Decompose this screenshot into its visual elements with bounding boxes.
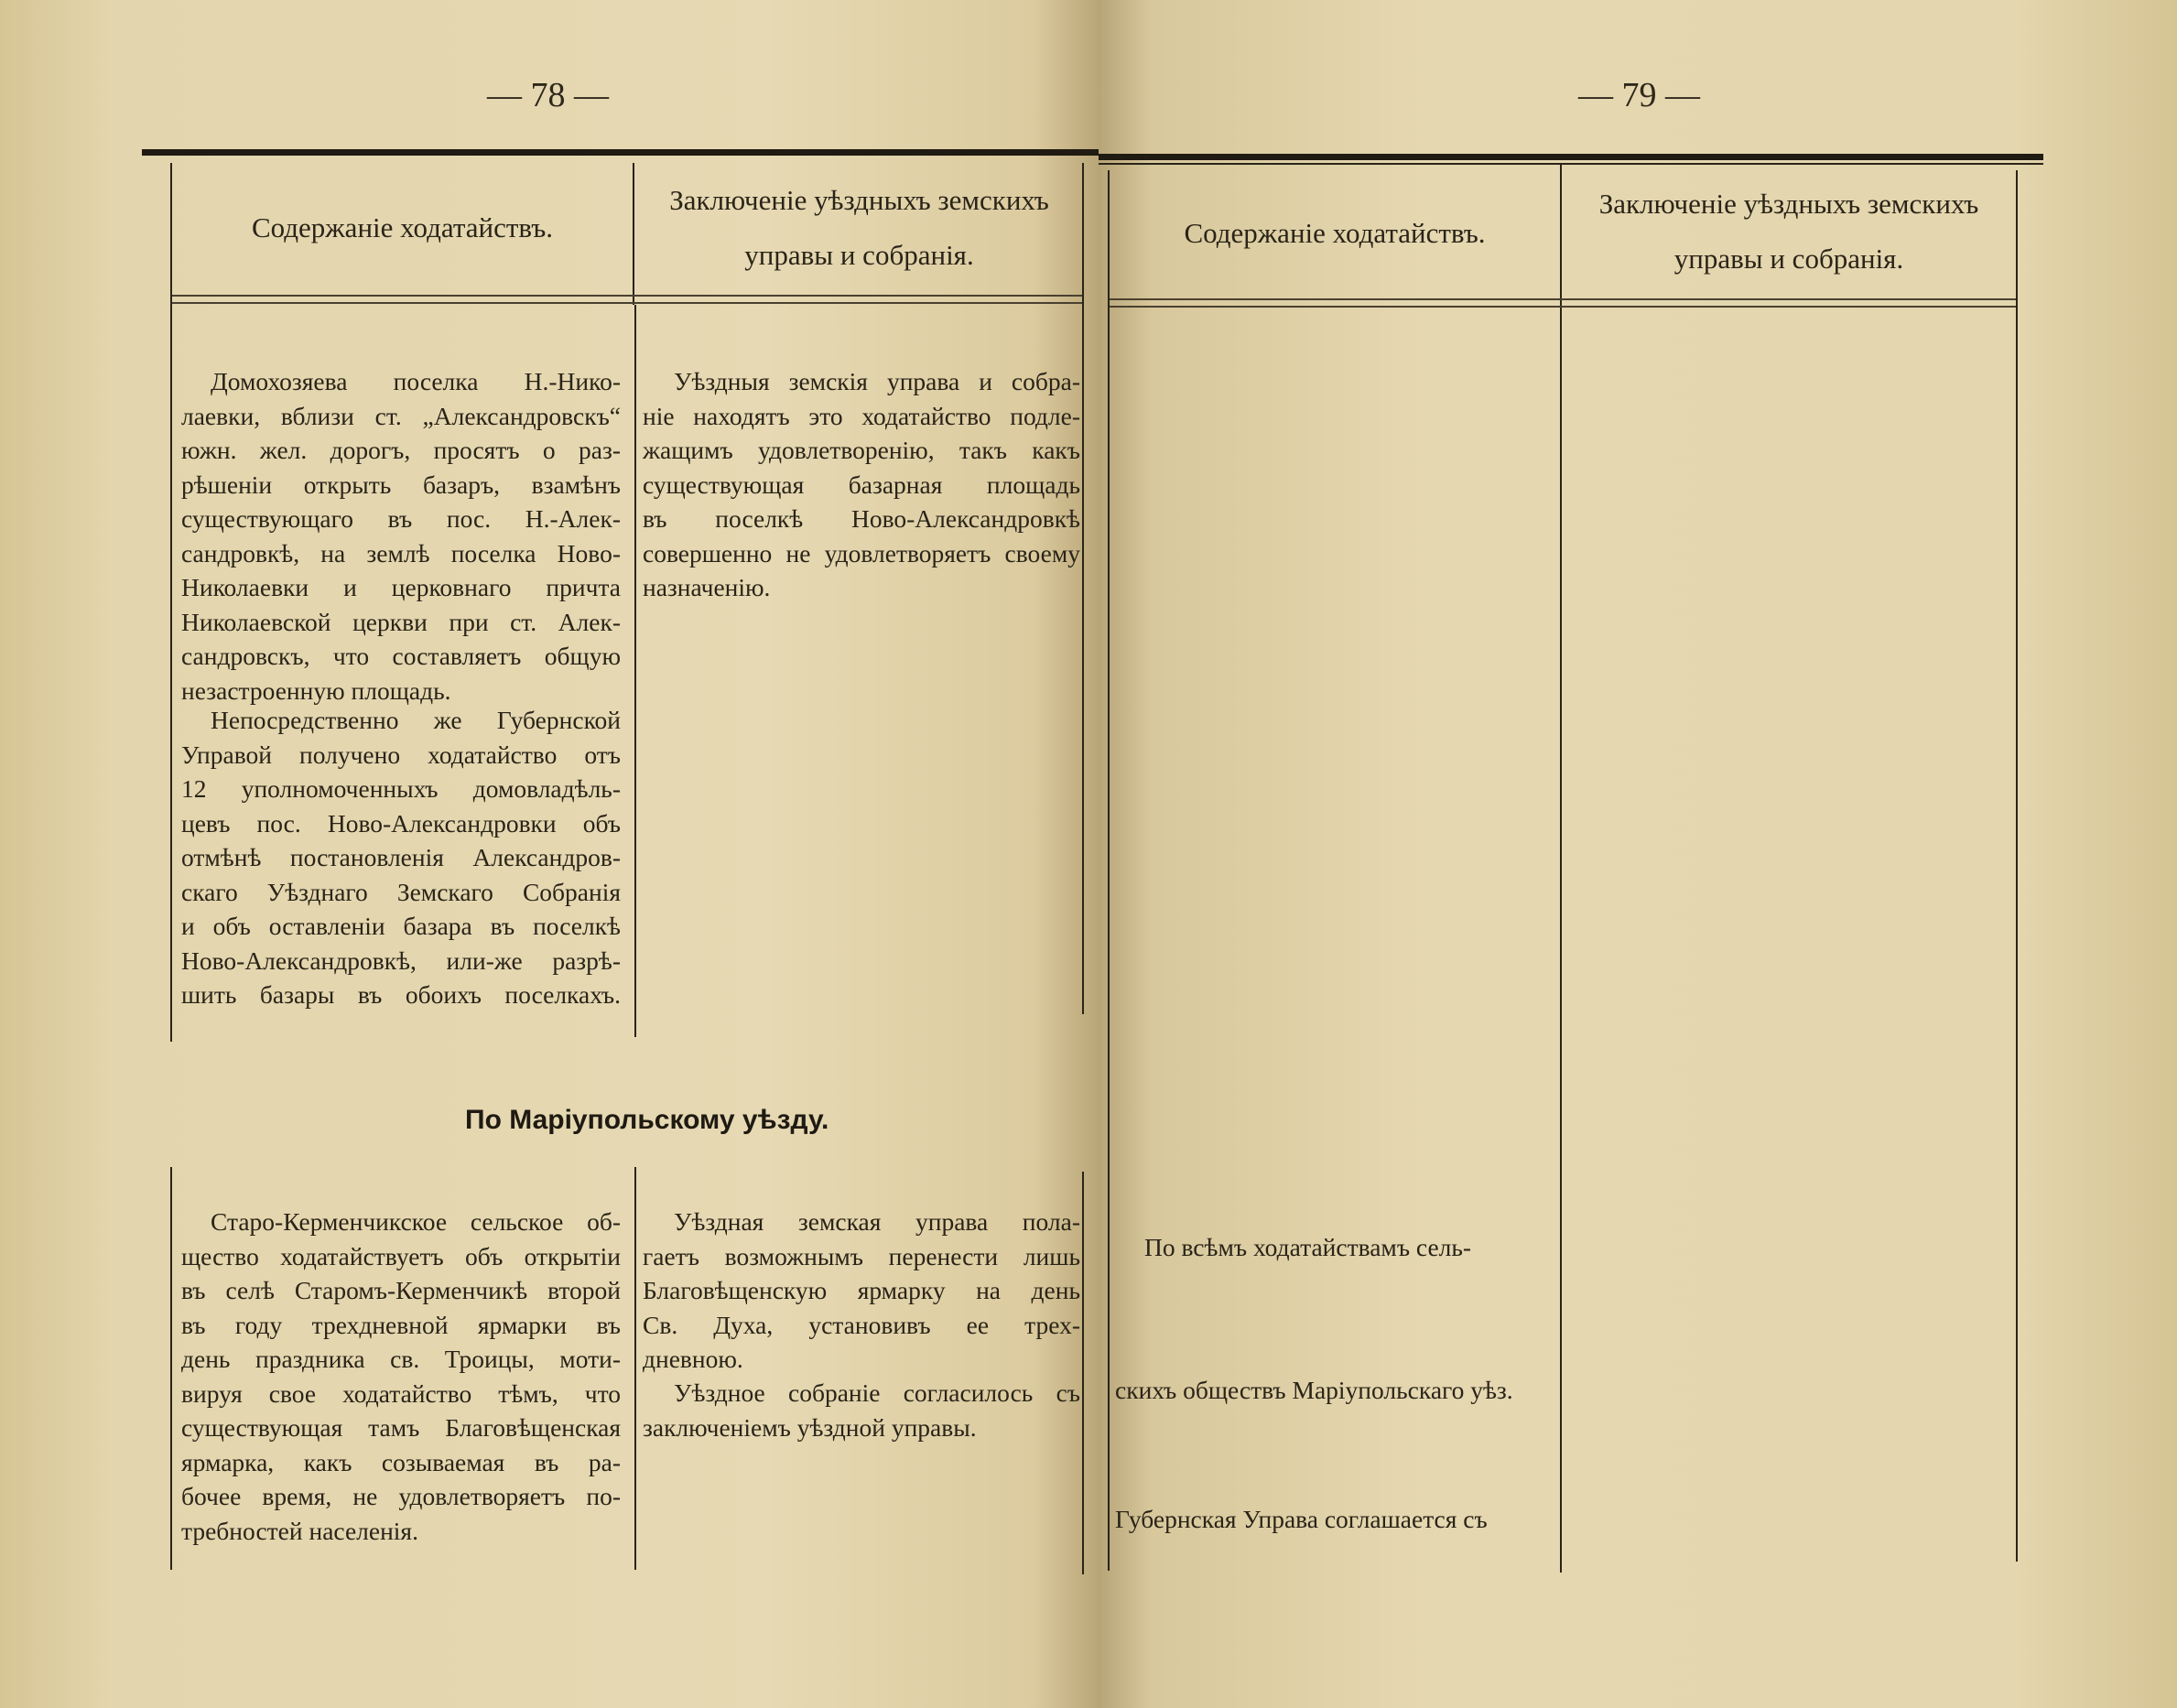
- column-divider-header: [633, 163, 634, 305]
- text-line: совершенно не удовлетворяетъ своему: [643, 538, 1080, 568]
- top-rule-right-thin: [1099, 163, 2043, 165]
- text-line: и объ оставленiи базара въ поселкѣ: [181, 912, 621, 940]
- header-rule-right-2: [1110, 306, 2016, 308]
- text-line: Уѣздное собранiе согласилось съ: [674, 1378, 1080, 1407]
- text-line: въ селѣ Старомъ-Керменчикѣ второй: [181, 1276, 621, 1304]
- table-border-left-2: [170, 1167, 172, 1570]
- top-rule-left: [142, 149, 1099, 156]
- column-divider-entry1: [634, 305, 636, 1037]
- text-line: 12 уполномоченныхъ домовладѣль-: [181, 774, 621, 803]
- text-line: Непосредственно же Губернской: [211, 706, 621, 734]
- text-line: сандровкѣ, на землѣ поселка Ново-: [181, 538, 621, 568]
- text-line: скаго Уѣзднаго Земскаго Собранiя: [181, 877, 621, 906]
- page-number-left: — 78 —: [487, 76, 609, 114]
- text-line: южн. жел. дорогъ, просятъ о раз-: [181, 436, 621, 464]
- text-line: назначенiю.: [643, 573, 771, 601]
- header-rule-1: [172, 295, 1082, 297]
- text-line: нiе находятъ это ходатайство подле-: [643, 401, 1080, 430]
- text-line: Уѣздныя земскiя управа и собра-: [674, 367, 1080, 395]
- text-line: требностей населенiя.: [181, 1516, 418, 1545]
- entry2-conclusion: [643, 1205, 1080, 1377]
- text-line: Николаевской церкви при ст. Алек-: [181, 607, 621, 636]
- text-line: дневною.: [643, 1345, 743, 1373]
- text-line: день праздника св. Троицы, моти-: [181, 1345, 621, 1373]
- column-header-petitions: Содержанiе ходатайствъ.: [251, 211, 554, 243]
- entry1-petition-continued: [181, 703, 621, 1012]
- text-line: По всѣмъ ходатайствамъ сель-: [1144, 1233, 1472, 1261]
- text-line: Св. Духа, установивъ ее трех-: [643, 1310, 1080, 1339]
- column-header-conclusion-right-line1: Заключенiе уѣздныхъ земскихъ: [1598, 188, 1979, 220]
- table-border-right-2: [1082, 1172, 1084, 1574]
- text-line: жащимъ удовлетворенiю, такъ какъ: [643, 436, 1080, 464]
- text-line: Ново-Александровкѣ, или-же разрѣ-: [181, 946, 621, 975]
- text-line: вируя свое ходатайство тѣмъ, что: [181, 1378, 621, 1408]
- text-line: въ поселкѣ Ново-Александровкѣ: [643, 504, 1080, 533]
- right-page: [1099, 0, 2177, 1708]
- text-line: Губернская Управа соглашается съ: [1115, 1505, 1488, 1533]
- table-border-right-right-page: [2016, 170, 2018, 1562]
- text-line: Старо-Керменчикское сельское об-: [211, 1207, 621, 1236]
- page-number-right: — 79 —: [1578, 76, 1700, 114]
- text-line: скихъ обществъ Марiупольскаго уѣз.: [1115, 1376, 1513, 1404]
- column-header-conclusion-right-line2: управы и собранiя.: [1673, 243, 1904, 275]
- column-header-petitions-right: Содержанiе ходатайствъ.: [1184, 217, 1486, 249]
- text-line: заключенiемъ уѣздной управы.: [643, 1412, 977, 1442]
- text-line: щество ходатайствуетъ объ открытiи: [181, 1241, 621, 1270]
- header-rule-right-1: [1110, 298, 2016, 300]
- text-line: бочее время, не удовлетворяетъ по-: [181, 1482, 621, 1510]
- entry1-petition: [181, 364, 621, 708]
- text-line: отмѣнѣ постановленiя Александров-: [181, 843, 621, 871]
- text-line: Николаевки и церковнаго причта: [181, 573, 621, 601]
- column-divider-entry2: [634, 1167, 636, 1570]
- text-line: цевъ пос. Ново-Александровки объ: [181, 808, 621, 838]
- table-border-left-right-page: [1108, 170, 1110, 1571]
- entry1-conclusion: [643, 364, 1080, 605]
- table-border-right: [1082, 163, 1084, 1014]
- text-line: рѣшенiи открыть базаръ, взамѣнъ: [181, 470, 621, 499]
- header-rule-2: [172, 302, 1082, 304]
- entry2-petition: [181, 1205, 621, 1548]
- top-rule-right: [1099, 154, 2043, 160]
- column-divider-right-page: [1560, 163, 1562, 1573]
- text-line: существующаго въ пос. Н.-Алек-: [181, 504, 621, 533]
- text-line: Управой получено ходатайство отъ: [181, 740, 621, 769]
- text-line: сандровскъ, что составляетъ общую: [181, 642, 621, 670]
- text-line: существующая тамъ Благовѣщенская: [181, 1413, 621, 1442]
- text-line: незастроенную площадь.: [181, 676, 451, 705]
- text-line: Благовѣщенскую ярмарку на день: [643, 1276, 1080, 1304]
- entry2-conclusion-continued: [643, 1376, 1080, 1444]
- text-line: Уѣздная земская управа пола-: [674, 1207, 1080, 1236]
- section-title: По Марiупольскому уѣзду.: [465, 1105, 829, 1135]
- text-line: въ году трехдневной ярмарки въ: [181, 1310, 621, 1339]
- text-line: лаевки, вблизи ст. „Александровскъ“: [181, 401, 621, 430]
- text-line: шить базары въ обоихъ поселкахъ.: [181, 980, 621, 1009]
- text-line: существующая базарная площадь: [643, 470, 1080, 499]
- text-line: ярмарка, какъ созываемая въ ра-: [181, 1447, 621, 1476]
- text-line: Домохозяева поселка Н.-Нико-: [211, 367, 621, 395]
- column-header-conclusion-line2: управы и собранiя.: [744, 239, 974, 271]
- text-line: гаетъ возможнымъ перенести лишь: [643, 1241, 1080, 1270]
- column-header-conclusion-line1: Заключенiе уѣздныхъ земскихъ: [669, 184, 1049, 216]
